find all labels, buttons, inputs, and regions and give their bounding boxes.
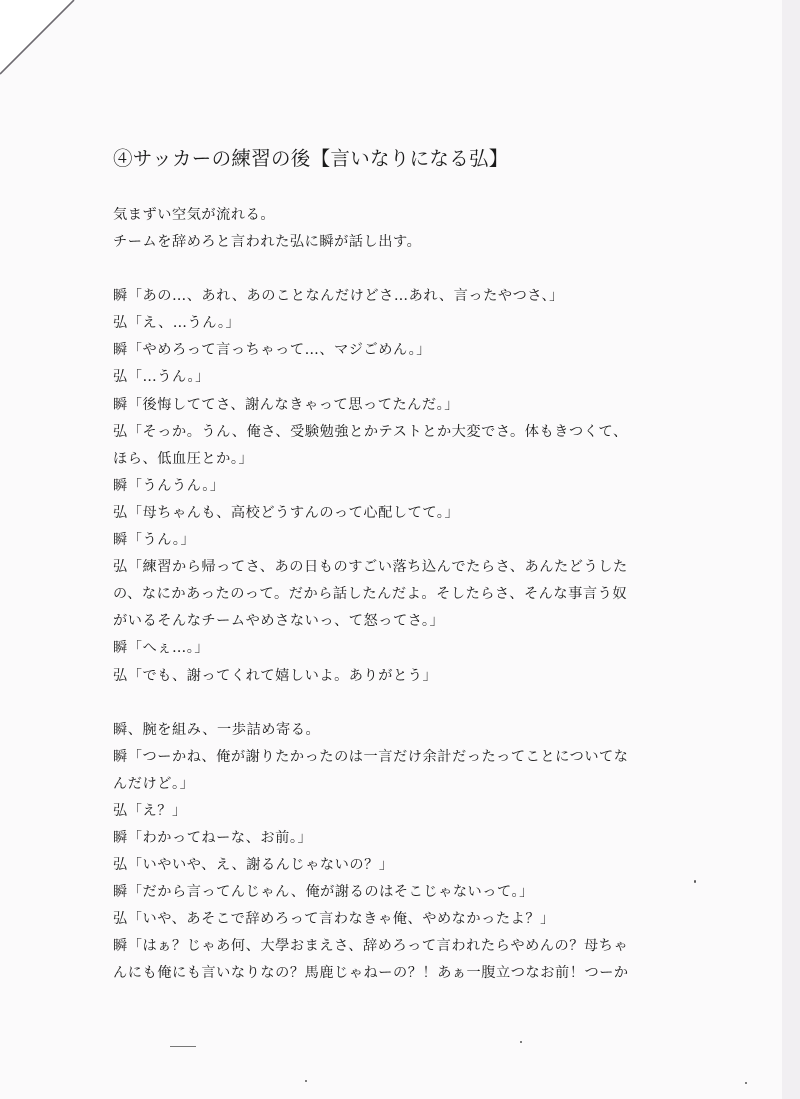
- dialogue-line: 弘「…うん。」: [113, 369, 210, 386]
- dialogue-line: 瞬「あの…、あれ、あのことなんだけどさ…あれ、言ったやつさ、」: [113, 288, 564, 305]
- document-body: [113, 144, 673, 988]
- dialogue-line: んにも俺にも言いなりなの？馬鹿じゃねーの？！あぁ一腹立つなお前！つーか: [113, 965, 629, 982]
- scan-mark: [170, 1046, 196, 1047]
- dialogue-block: [113, 283, 673, 689]
- scan-margin: [782, 0, 800, 1099]
- dialogue-line: 弘「いや、あそこで辞めろって言わなきゃ俺、やめなかったよ？」: [113, 911, 555, 928]
- dialogue-line: 弘「母ちゃんも、高校どうすんのって心配してて。」: [113, 504, 460, 521]
- dialogue-line: がいるそんなチームやめさないっ、て怒ってさ。」: [113, 613, 445, 630]
- dialogue-line: 瞬「うん。」: [113, 532, 196, 549]
- scan-speck: [745, 1082, 747, 1084]
- dialogue-line: 瞬「後悔しててさ、謝んなきゃって思ってたんだ。」: [113, 396, 460, 413]
- scene-title: ④サッカーの練習の後【言いなりになる弘】: [113, 147, 509, 170]
- dialogue-line: ほら、低血圧とか。」: [113, 450, 254, 467]
- paragraph-gap: [113, 256, 673, 283]
- text-line: チームを辞めろと言われた弘に瞬が話し出す。: [113, 234, 422, 251]
- dialogue-line: 弘「え、…うん。」: [113, 315, 241, 332]
- paragraph-gap: [113, 690, 673, 717]
- dialogue-line: の、なにかあったのって。だから話したんだよ。そしたらさ、そんな事言う奴: [113, 586, 628, 603]
- dialogue-line: 瞬「わかってねーな、お前。」: [113, 829, 313, 846]
- dialogue-block: [113, 717, 673, 988]
- dialogue-line: 瞬「やめろって言っちゃって…、マジごめん。」: [113, 342, 431, 359]
- dialogue-line: 瞬「うんうん。」: [113, 477, 225, 494]
- dialogue-line: 瞬「だから言ってんじゃん、俺が謝るのはそこじゃないって。」: [113, 884, 534, 901]
- dialogue-line: 瞬「へぇ…。」: [113, 640, 210, 657]
- scan-speck: [520, 1041, 522, 1043]
- dialogue-line: んだけど。」: [113, 775, 195, 792]
- folded-corner-icon: [0, 0, 80, 80]
- scan-speck: [305, 1080, 307, 1082]
- dialogue-line: 弘「そっか。うん、俺さ、受験勉強とかテストとか大変でさ。体もきつくて、: [113, 423, 628, 440]
- dialogue-line: 瞬「つーかね、俺が謝りたかったのは一言だけ余計だったってことについてな: [113, 748, 629, 765]
- dialogue-line: 弘「でも、謝ってくれて嬉しいよ。ありがとう」: [113, 667, 438, 684]
- dialogue-line: 瞬、腕を組み、一歩詰め寄る。: [113, 721, 321, 738]
- dialogue-line: 弘「いやいや、え、謝るんじゃないの？」: [113, 857, 394, 874]
- stage-direction-paragraph: [113, 202, 673, 256]
- scan-speck: [694, 880, 696, 883]
- dialogue-line: 弘「練習から帰ってさ、あの日ものすごい落ち込んでたらさ、あんたどうした: [113, 559, 628, 576]
- text-line: 気まずい空気が流れる。: [113, 207, 276, 223]
- dialogue-line: 弘「え？」: [113, 802, 187, 819]
- dialogue-line: 瞬「はぁ？じゃあ何、大學おまえさ、辞めろって言われたらやめんの？母ちゃ: [113, 938, 629, 955]
